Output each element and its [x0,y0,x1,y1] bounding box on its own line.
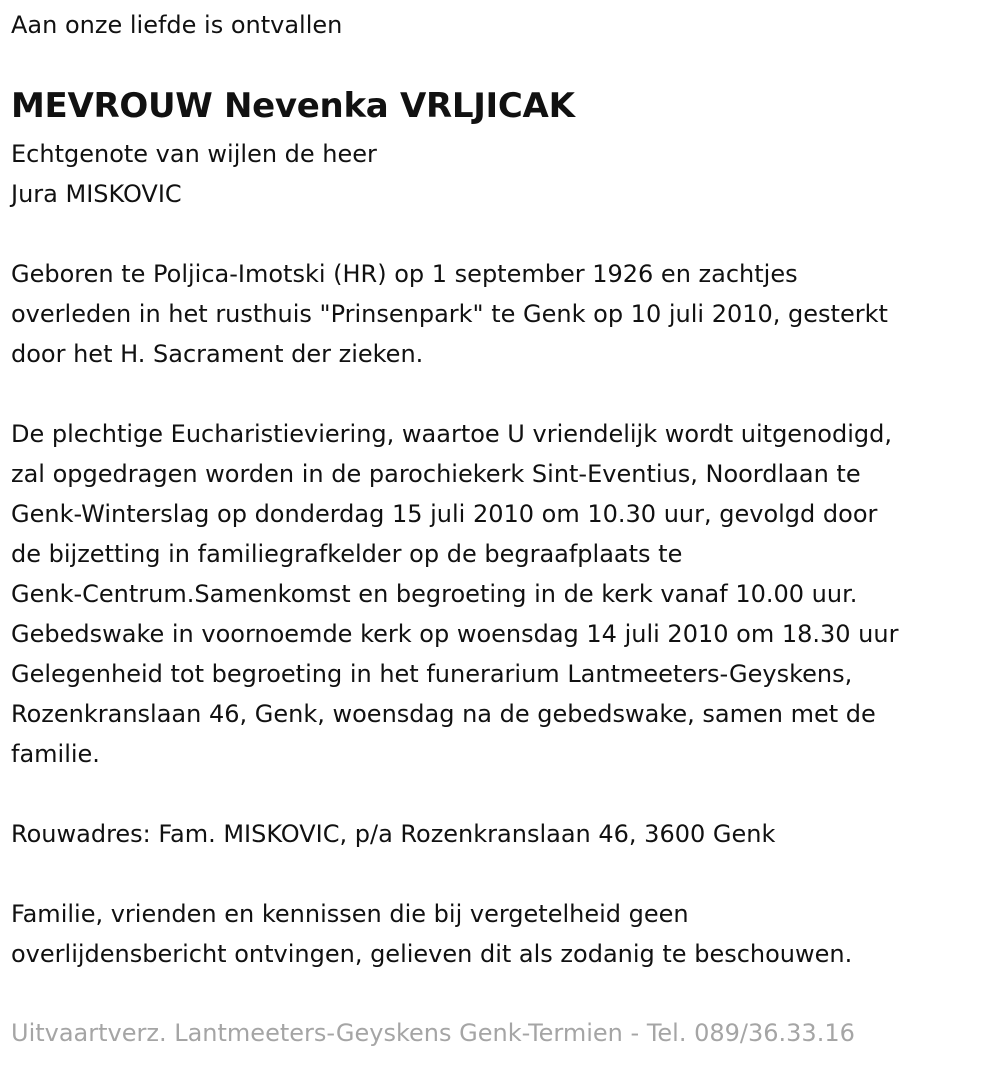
spouse-line: Jura MISKOVIC [11,180,182,208]
spouse-section [11,134,377,214]
funeral-home-footer: Uitvaartverz. Lantmeeters-Geyskens Genk-Termien - Tel. 089/36.33.16 [11,1019,855,1047]
paragraph-line: de bijzetting in familiegrafkelder op de begraafplaats te [11,540,683,568]
spouse-line: Echtgenote van wijlen de heer [11,140,377,168]
paragraph-line: Familie, vrienden en kennissen die bij vergetelheid geen [11,900,689,928]
paragraph-line: Gebedswake in voornoemde kerk op woensdag 14 juli 2010 om 18.30 uur [11,620,899,648]
paragraph-line: Genk-Centrum.Samenkomst en begroeting in de kerk vanaf 10.00 uur. [11,580,858,608]
mourning-address [11,814,775,854]
paragraph-line: familie. [11,740,100,768]
birth-death-paragraph [11,254,888,374]
intro-line: Aan onze liefde is ontvallen [11,11,343,39]
family-note-paragraph [11,894,852,974]
paragraph-line: Gelegenheid tot begroeting in het funerarium Lantmeeters-Geyskens, [11,660,853,688]
paragraph-line: Rozenkranslaan 46, Genk, woensdag na de gebedswake, samen met de [11,700,876,728]
paragraph-line: overlijdensbericht ontvingen, gelieven dit als zodanig te beschouwen. [11,940,853,968]
paragraph-line: overleden in het rusthuis "Prinsenpark" te Genk op 10 juli 2010, gesterkt [11,300,888,328]
paragraph-line: Geboren te Poljica-Imotski (HR) op 1 september 1926 en zachtjes [11,260,798,288]
ceremony-paragraph [11,414,898,774]
paragraph-line: door het H. Sacrament der zieken. [11,340,424,368]
deceased-name: MEVROUW Nevenka VRLJICAK [11,86,575,126]
paragraph-line: Genk-Winterslag op donderdag 15 juli 2010 om 10.30 uur, gevolgd door [11,500,878,528]
address-line: Rouwadres: Fam. MISKOVIC, p/a Rozenkranslaan 46, 3600 Genk [11,820,776,848]
paragraph-line: zal opgedragen worden in de parochiekerk Sint-Eventius, Noordlaan te [11,460,861,488]
paragraph-line: De plechtige Eucharistieviering, waartoe U vriendelijk wordt uitgenodigd, [11,420,892,448]
